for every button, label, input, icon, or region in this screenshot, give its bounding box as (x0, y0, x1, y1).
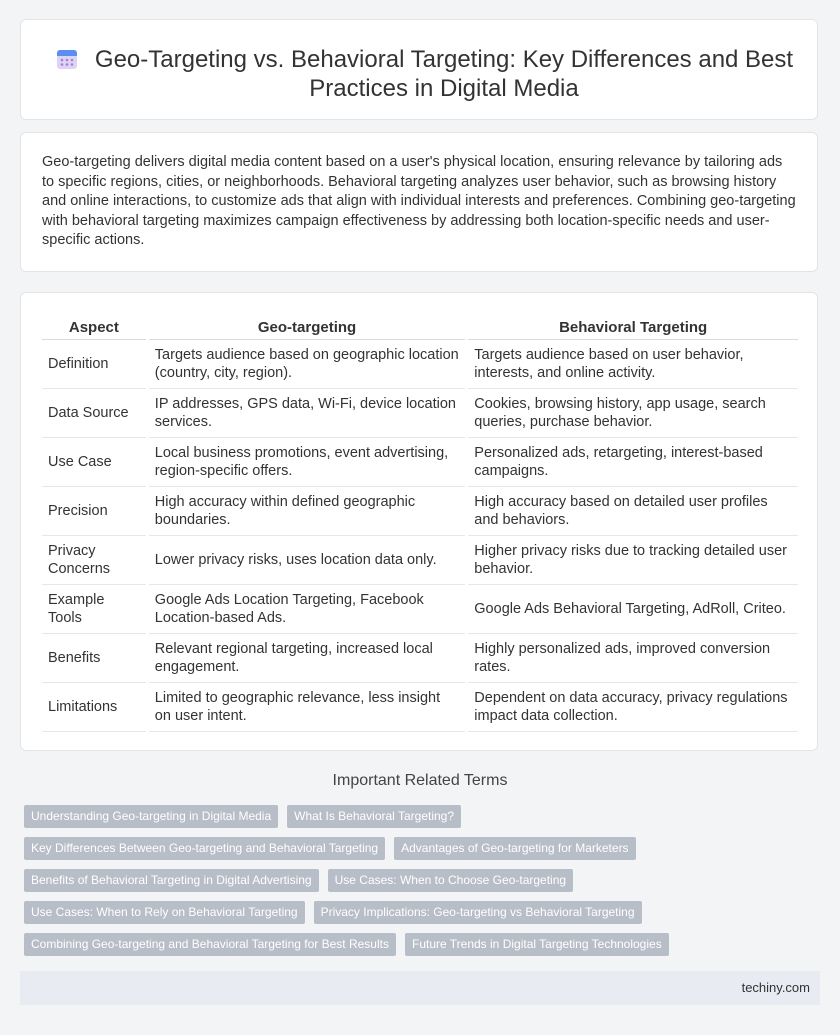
footer-site-link[interactable]: techiny.com (741, 980, 810, 995)
related-tag[interactable]: What Is Behavioral Targeting? (287, 805, 461, 828)
geo-cell: Google Ads Location Targeting, Facebook Location-based Ads. (147, 585, 466, 634)
table-row (42, 340, 798, 389)
related-tag[interactable]: Use Cases: When to Choose Geo-targeting (328, 869, 573, 892)
related-tag[interactable]: Combining Geo-targeting and Behavioral Targeting for Best Results (24, 933, 396, 956)
behavioral-cell: Personalized ads, retargeting, interest-based campaigns. (467, 438, 798, 487)
title-card (20, 19, 818, 120)
table-row (42, 585, 798, 634)
related-tag[interactable]: Use Cases: When to Rely on Behavioral Targeting (24, 901, 305, 924)
comparison-table (42, 313, 798, 732)
related-terms-heading: Important Related Terms (332, 772, 508, 789)
behavioral-cell: High accuracy based on detailed user profiles and behaviors. (467, 487, 798, 536)
aspect-cell: Example Tools (42, 585, 147, 634)
behavioral-cell: Highly personalized ads, improved conversion rates. (467, 634, 798, 683)
table-row (42, 438, 798, 487)
intro-paragraph: Geo-targeting delivers digital media content based on a user's physical location, ensuring relevance by tailoring ads to specific regions, cities, or neighborhoods. Behavioral targeting analyzes user behavior, such as browsing history and online interactions, to customize ads that align with individual interests and preferences. Combining geo-targeting with behavioral targeting maximizes campaign effectiveness by addressing both location-specific needs and user-specific actions. (42, 154, 796, 249)
intro-card (20, 132, 818, 272)
related-terms-tags (24, 805, 724, 965)
footer (20, 971, 820, 1005)
comparison-table-card (20, 292, 818, 751)
aspect-cell: Data Source (42, 389, 147, 438)
page-title: Geo-Targeting vs. Behavioral Targeting: Key Differences and Best Practices in Digital Media (94, 46, 794, 102)
table-row (42, 536, 798, 585)
related-tag[interactable]: Understanding Geo-targeting in Digital Media (24, 805, 278, 828)
table-row (42, 389, 798, 438)
aspect-cell: Privacy Concerns (42, 536, 147, 585)
table-row (42, 487, 798, 536)
table-row (42, 634, 798, 683)
behavioral-cell: Dependent on data accuracy, privacy regulations impact data collection. (467, 683, 798, 732)
geo-cell: Lower privacy risks, uses location data only. (147, 536, 466, 585)
behavioral-cell: Higher privacy risks due to tracking detailed user behavior. (467, 536, 798, 585)
calendar-grid-icon (56, 48, 78, 70)
related-tag[interactable]: Future Trends in Digital Targeting Technologies (405, 933, 669, 956)
geo-cell: Relevant regional targeting, increased local engagement. (147, 634, 466, 683)
related-tag[interactable]: Key Differences Between Geo-targeting and Behavioral Targeting (24, 837, 385, 860)
behavioral-cell: Google Ads Behavioral Targeting, AdRoll, Criteo. (467, 585, 798, 634)
header-behavioral-targeting: Behavioral Targeting (467, 313, 798, 340)
table-row (42, 683, 798, 732)
related-tag[interactable]: Advantages of Geo-targeting for Marketers (394, 837, 635, 860)
header-geo-targeting: Geo-targeting (147, 313, 466, 340)
related-tag[interactable]: Benefits of Behavioral Targeting in Digital Advertising (24, 869, 319, 892)
aspect-cell: Use Case (42, 438, 147, 487)
behavioral-cell: Cookies, browsing history, app usage, search queries, purchase behavior. (467, 389, 798, 438)
aspect-cell: Definition (42, 340, 147, 389)
geo-cell: High accuracy within defined geographic boundaries. (147, 487, 466, 536)
header-aspect: Aspect (42, 313, 147, 340)
geo-cell: Local business promotions, event advertising, region-specific offers. (147, 438, 466, 487)
geo-cell: IP addresses, GPS data, Wi-Fi, device location services. (147, 389, 466, 438)
related-tag[interactable]: Privacy Implications: Geo-targeting vs Behavioral Targeting (314, 901, 642, 924)
aspect-cell: Precision (42, 487, 147, 536)
aspect-cell: Limitations (42, 683, 147, 732)
aspect-cell: Benefits (42, 634, 147, 683)
geo-cell: Targets audience based on geographic location (country, city, region). (147, 340, 466, 389)
behavioral-cell: Targets audience based on user behavior, interests, and online activity. (467, 340, 798, 389)
table-header-row (42, 313, 798, 340)
geo-cell: Limited to geographic relevance, less insight on user intent. (147, 683, 466, 732)
